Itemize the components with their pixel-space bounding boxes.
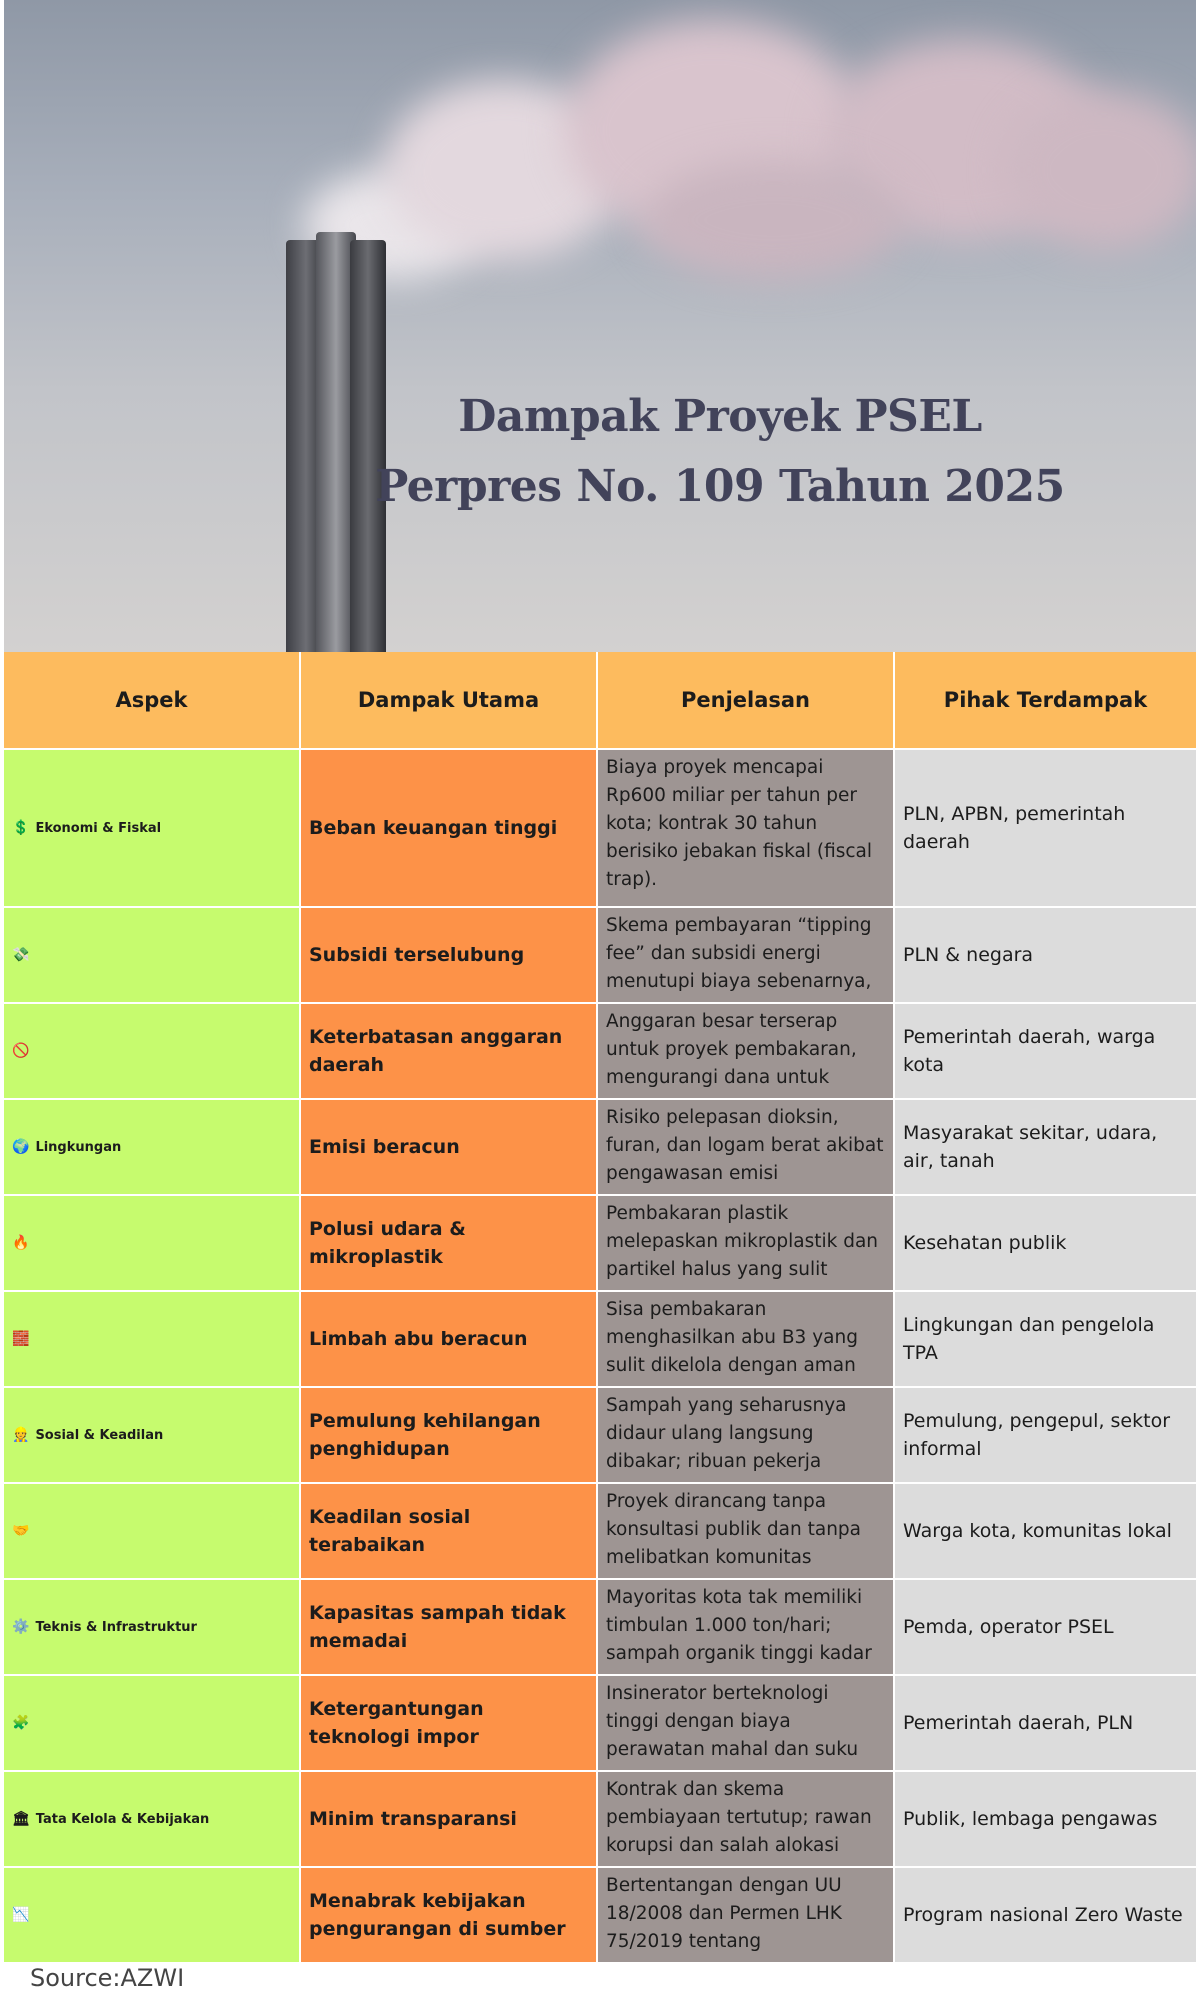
table-header — [4, 652, 1196, 748]
cell-dampak-utama: Subsidi terselubung — [301, 908, 598, 1002]
chart-decreasing-icon: 📉 — [12, 1907, 30, 1923]
aspek-label: Lingkungan — [35, 1139, 122, 1155]
cell-penjelasan: Mayoritas kota tak memiliki timbulan 1.000 ton/hari; sampah organik tinggi kadar — [598, 1580, 895, 1674]
cell-penjelasan: Insinerator berteknologi tinggi dengan biaya perawatan mahal dan suku — [598, 1676, 895, 1770]
cell-penjelasan: Biaya proyek mencapai Rp600 miliar per tahun per kota; kontrak 30 tahun berisiko jebakan fiskal (fiscal trap). — [598, 750, 895, 906]
table-body — [4, 748, 1196, 1962]
aspek-label: Sosial & Keadilan — [35, 1427, 164, 1443]
header-pihak-terdampak: Pihak Terdampak — [895, 652, 1196, 748]
money-wings-icon: 💸 — [12, 947, 30, 963]
cell-aspek — [4, 1292, 301, 1386]
cell-aspek — [4, 1388, 301, 1482]
cell-dampak-utama: Pemulung kehilangan penghidupan — [301, 1388, 598, 1482]
cell-penjelasan: Sampah yang seharusnya didaur ulang langsung dibakar; ribuan pekerja — [598, 1388, 895, 1482]
cell-penjelasan: Bertentangan dengan UU 18/2008 dan Permen LHK 75/2019 tentang — [598, 1868, 895, 1962]
table-row — [4, 1290, 1196, 1386]
table-row — [4, 1098, 1196, 1194]
cell-penjelasan: Sisa pembakaran menghasilkan abu B3 yang sulit dikelola dengan aman — [598, 1292, 895, 1386]
fire-icon: 🔥 — [12, 1235, 30, 1251]
source-credit: Source:AZWI — [30, 1964, 185, 1992]
cell-dampak-utama: Keterbatasan anggaran daerah — [301, 1004, 598, 1098]
table-row — [4, 748, 1196, 906]
cell-aspek — [4, 1196, 301, 1290]
hero-image — [4, 0, 1196, 652]
cell-pihak-terdampak: Masyarakat sekitar, udara, air, tanah — [895, 1100, 1196, 1194]
cell-aspek — [4, 1772, 301, 1866]
cell-penjelasan: Pembakaran plastik melepaskan mikroplastik dan partikel halus yang sulit — [598, 1196, 895, 1290]
cell-pihak-terdampak: Pemda, operator PSEL — [895, 1580, 1196, 1674]
gear-icon: ⚙️ — [12, 1619, 30, 1635]
cell-penjelasan: Anggaran besar terserap untuk proyek pembakaran, mengurangi dana untuk — [598, 1004, 895, 1098]
header-penjelasan: Penjelasan — [598, 652, 895, 748]
cell-penjelasan: Kontrak dan skema pembiayaan tertutup; rawan korupsi dan salah alokasi — [598, 1772, 895, 1866]
cell-pihak-terdampak: Publik, lembaga pengawas — [895, 1772, 1196, 1866]
cell-penjelasan: Skema pembayaran “tipping fee” dan subsidi energi menutupi biaya sebenarnya, — [598, 908, 895, 1002]
globe-icon: 🌍 — [12, 1139, 30, 1155]
header-dampak-utama: Dampak Utama — [301, 652, 598, 748]
table-row — [4, 1578, 1196, 1674]
cell-dampak-utama: Minim transparansi — [301, 1772, 598, 1866]
cell-aspek — [4, 908, 301, 1002]
table-row — [4, 1770, 1196, 1866]
aspek-label: Ekonomi & Fiskal — [35, 820, 162, 836]
cell-pihak-terdampak: Pemulung, pengepul, sektor informal — [895, 1388, 1196, 1482]
cell-aspek — [4, 1868, 301, 1962]
header-aspek: Aspek — [4, 652, 301, 748]
table-row — [4, 1482, 1196, 1578]
title-line-1: Dampak Proyek PSEL — [458, 391, 982, 442]
table-row — [4, 1866, 1196, 1962]
table-row — [4, 1674, 1196, 1770]
table-row — [4, 1194, 1196, 1290]
cell-pihak-terdampak: Warga kota, komunitas lokal — [895, 1484, 1196, 1578]
cell-dampak-utama: Emisi beracun — [301, 1100, 598, 1194]
table-row — [4, 1386, 1196, 1482]
cell-pihak-terdampak: PLN & negara — [895, 908, 1196, 1002]
cell-dampak-utama: Kapasitas sampah tidak memadai — [301, 1580, 598, 1674]
cell-dampak-utama: Beban keuangan tinggi — [301, 750, 598, 906]
aspek-label: Tata Kelola & Kebijakan — [35, 1811, 210, 1827]
cell-aspek — [4, 1004, 301, 1098]
cell-pihak-terdampak: Lingkungan dan pengelola TPA — [895, 1292, 1196, 1386]
cell-aspek — [4, 1676, 301, 1770]
cell-dampak-utama: Keadilan sosial terabaikan — [301, 1484, 598, 1578]
title-line-2: Perpres No. 109 Tahun 2025 — [375, 461, 1065, 512]
table-row — [4, 906, 1196, 1002]
puzzle-icon: 🧩 — [12, 1715, 30, 1731]
cell-pihak-terdampak: PLN, APBN, pemerintah daerah — [895, 750, 1196, 906]
page-title — [4, 382, 1196, 522]
cell-penjelasan: Risiko pelepasan dioksin, furan, dan logam berat akibat pengawasan emisi — [598, 1100, 895, 1194]
aspek-label: Teknis & Infrastruktur — [35, 1619, 197, 1635]
cell-pihak-terdampak: Kesehatan publik — [895, 1196, 1196, 1290]
cell-penjelasan: Proyek dirancang tanpa konsultasi publik dan tanpa melibatkan komunitas — [598, 1484, 895, 1578]
cell-dampak-utama: Polusi udara & mikroplastik — [301, 1196, 598, 1290]
cell-aspek — [4, 1580, 301, 1674]
government-building-icon: 🏛 — [12, 1811, 30, 1827]
impact-table — [4, 652, 1196, 1962]
prohibited-icon: 🚫 — [12, 1043, 30, 1059]
cell-aspek — [4, 750, 301, 906]
handshake-icon: 🤝 — [12, 1523, 30, 1539]
worker-icon: 👷 — [12, 1427, 30, 1443]
cell-pihak-terdampak: Program nasional Zero Waste — [895, 1868, 1196, 1962]
cell-dampak-utama: Menabrak kebijakan pengurangan di sumber — [301, 1868, 598, 1962]
cell-dampak-utama: Limbah abu beracun — [301, 1292, 598, 1386]
cell-pihak-terdampak: Pemerintah daerah, PLN — [895, 1676, 1196, 1770]
cell-dampak-utama: Ketergantungan teknologi impor — [301, 1676, 598, 1770]
cell-aspek — [4, 1100, 301, 1194]
cell-aspek — [4, 1484, 301, 1578]
cell-pihak-terdampak: Pemerintah daerah, warga kota — [895, 1004, 1196, 1098]
brick-icon: 🧱 — [12, 1331, 30, 1347]
money-sign-icon: 💲 — [12, 820, 30, 836]
table-row — [4, 1002, 1196, 1098]
